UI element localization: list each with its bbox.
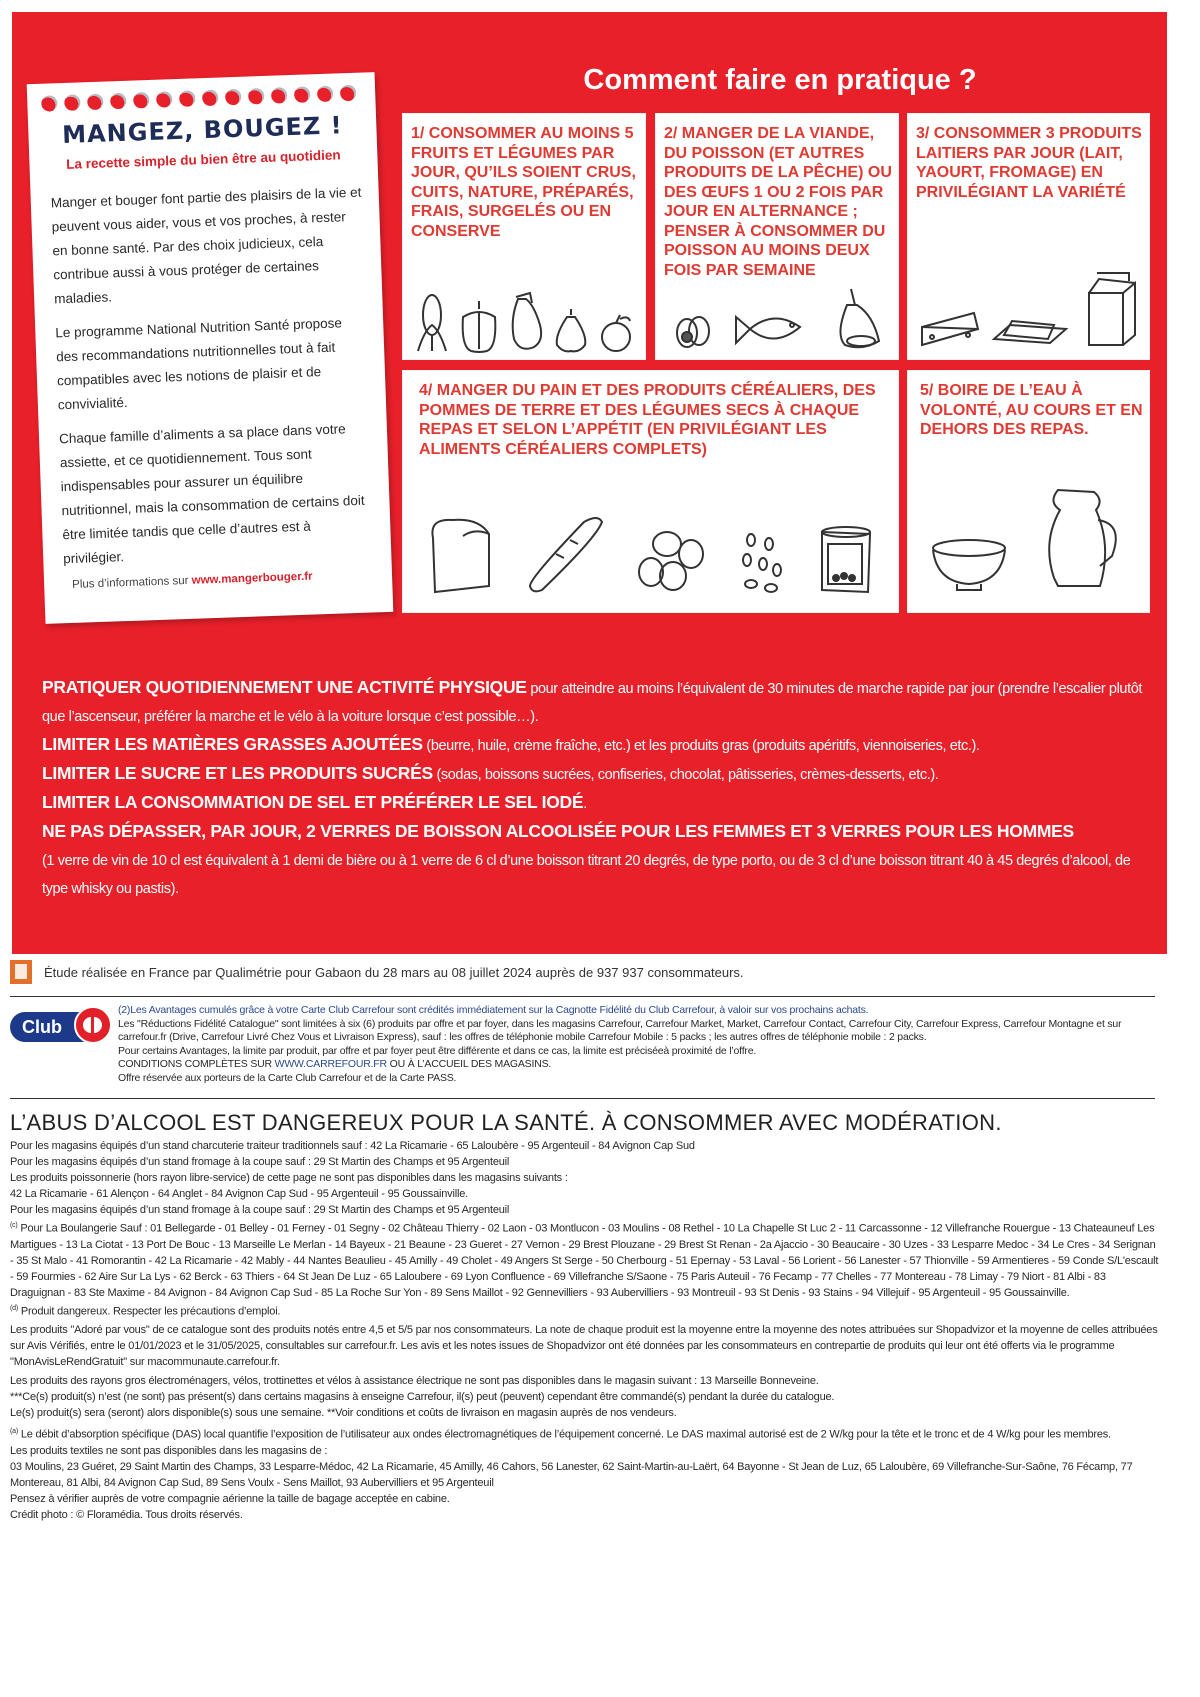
ring-icon [340,85,357,102]
ring-icon [179,90,196,107]
legal-line: 42 La Ricamarie - 61 Alençon - 64 Anglet - 84 Avignon Cap Sud - 95 Argenteuil - 95 Goussainville. [10,1188,468,1200]
carrefour-link[interactable]: WWW.CARREFOUR.FR [274,1058,387,1071]
legal-line: Pour les magasins équipés d’un stand charcuterie traiteur traditionnels sauf : 42 La Ricamarie - 65 Laloubère - 95 Argenteuil - 84 Avignon Cap Sud [10,1140,695,1152]
ring-icon [202,90,219,107]
card-body [50,181,375,582]
danger-text: Produit dangereux. Respecter les précautions d’emploi. [17,1305,281,1318]
guideline-item [42,847,1152,903]
guideline-heading: LIMITER LE SUCRE ET LES PRODUITS SUCRÉS [42,763,433,783]
tip-water [907,370,1150,613]
baguette-icon [526,514,606,594]
divider [10,996,1155,997]
ring-icon [64,94,81,111]
corn-icon [412,291,452,353]
alcohol-warning: L’ABUS D’ALCOOL EST DANGEREUX POUR LA SANTÉ. À CONSOMMER AVEC MODÉRATION. [10,1110,1002,1135]
club-line: Pour certains Avantages, la limite par produit, par offre et par foyer peut être différente et dans ce cas, la limite est préciséeà proximité de l’offre. [118,1044,757,1057]
jug-icon [1038,486,1128,592]
fish-icon [734,307,814,351]
carrefour-logo-icon [74,1006,112,1044]
guideline-item [42,789,1152,818]
ring-icon [248,88,265,105]
tip-illustrations [914,486,1143,592]
ring-icon [133,92,150,109]
eggplant-icon [506,289,546,353]
apple-icon [596,313,636,353]
club-carrefour-logo [10,1006,108,1042]
club-conditions [118,1004,1158,1086]
ring-icon [317,86,334,103]
mangerbouger-link[interactable]: www.mangerbouger.fr [191,570,313,587]
legal-line [10,1218,1160,1301]
footnote-mark: (c) [10,1222,18,1229]
tip-text: 4/ MANGER DU PAIN ET DES PRODUITS CÉRÉALIERS, DES POMMES DE TERRE ET DES LÉGUMES SECS À CHAQUE REPAS ET SELON L’APPÉTIT (EN PRIVILÉGIANT LES ALIMENTS CÉRÉALIERS COMPLETS) [419,382,876,458]
canned-peas-icon [814,522,878,594]
ring-icon [294,86,311,103]
milk-carton-icon [1079,269,1139,349]
guideline-heading: NE PAS DÉPASSER, PAR JOUR, 2 VERRES DE BOISSON ALCOOLISÉE POUR LES FEMMES ET 3 VERRES POUR LES HOMMES [42,821,1074,841]
guideline-detail: pour atteindre au moins l’équivalent de 30 minutes de marche rapide par jour (prendre l’escalier plutôt que l’ascenseur, préférer la marche et le vélo à la voiture lorsque c’est possible…). [42,681,1142,725]
ring-icon [87,94,104,111]
ring-icon [110,93,127,110]
tip-fruits-vegetables [402,113,646,360]
egg-icon [671,311,715,351]
guidelines-list [42,674,1152,903]
card-paragraph: Chaque famille d’aliments a sa place dans votre assiette, et ce quotidiennement. Tous sont indispensables pour assurer un équilibre nutritionnel, mais la consommation de certains doit être limitée tandis que celle d’autres est à privilégier. [58,421,365,567]
bread-loaf-icon [423,514,499,594]
beans-icon [737,530,787,594]
guideline-item [42,818,1152,847]
club-line: (2)Les Avantages cumulés grâce à votre Carte Club Carrefour sont crédités immédiatement sur la Cagnotte Fidélité du Club Carrefour, à valoir sur vos prochains achats. [118,1004,869,1016]
bowl-icon [929,536,1009,592]
legal-line [10,1424,1160,1443]
club-line [118,1058,1158,1072]
footnote-mark: (a) [10,1428,18,1436]
potatoes-icon [633,524,709,594]
boulangerie-text: Pour La Boulangerie Sauf : 01 Bellegarde - 01 Belley - 01 Ferney - 01 Segny - 02 Château Thierry - 02 Laon - 03 Montlucon - 03 Moulins - 08 Rethel - 10 La Chapelle St Luc 2 - 11 Carcassonne - 12 Villefranche Rouergue - 13 Chateauneuf Les Martigues - 13 La Ciotat - 13 Port De Bouc - 13 Marseille Le Merlan - 14 Bayeux - 21 Beaune - 23 Gueret - 27 Vernon - 29 Brest Plouzane - 29 Brest St Renan - 2a Ajaccio - 30 Beaucaire - 30 Uzes - 33 Lesparre Medoc - 34 Le Cres - 34 Serignan - 35 St Malo - 41 Romorantin - 42 La Ricamarie - 42 Mably - 44 Nantes Beaulieu - 45 Amilly - 49 Cholet - 49 Angers St Serge - 50 Cherbourg - 51 Epernay - 53 Laval - 56 Lorient - 56 Lanester - 57 Thionville - 59 Armentieres - 59 Conde S/L'escault - 59 Fourmies - 62 Aire Sur La Lys - 62 Berck - 63 Thiers - 64 St Jean De Luz - 65 Laloubere - 69 Lyon Confluence - 69 Villefranche S/Saone - 75 Paris Auteuil - 76 Fecamp - 77 Chelles - 77 Montereau - 78 Limay - 79 Niort - 81 Albi - 83 Draguignan - 83 Ste Maxime - 84 Avignon - 84 Avignon Cap Sud - 85 La Roche Sur Yon - 89 Sens Maillot - 92 Gennevilliers - 93 Aubervilliers - 93 Montreuil - 93 St Denis - 93 Stains - 94 Villejuif - 95 Argenteuil - 95 Goussainville. [10,1222,1159,1299]
conditions-prefix: CONDITIONS COMPLÈTES SUR [118,1058,275,1071]
guideline-heading: LIMITER LA CONSOMMATION DE SEL ET PRÉFÉRER LE SEL IODÉ [42,792,584,812]
tip-illustrations [662,285,892,351]
tip-text: 1/ CONSOMMER AU MOINS 5 FRUITS ET LÉGUMES PAR JOUR, QU’ILS SOIENT CRUS, CUITS, NATURE, PRÉPARÉS, FRAIS, SURGELÉS OU EN CONSERVE [411,125,636,240]
tip-meat-fish-eggs [655,113,899,360]
legal-line: Pour les magasins équipés d’un stand fromage à la coupe sauf : 29 St Martin des Champs et 95 Argenteuil [10,1204,510,1216]
club-line: Les "Réductions Fidélité Catalogue" sont limitées à six (6) produits par offre et par foyer, dans les magasins Carrefour, Carrefour Market, Market, Carrefour Contact, Carrefour City, Carrefour Express, Carrefour Montagne et sur carrefour.fr (Drive, Carrefour Livré Chez Vous et Livraison Express), sauf : les offres de téléphonie mobile Carrefour Mobile : 5 packs ; les autres offres de téléphonie mobile : 2 packs. [118,1017,1122,1044]
ring-icon [225,89,242,106]
guideline-detail: (sodas, boissons sucrées, confiseries, chocolat, pâtisseries, crèmes-desserts, etc.). [432,767,939,783]
legal-line [10,1301,1160,1320]
legal-line: Pensez à vérifier auprès de votre compagnie aérienne la taille de bagage acceptée en cabine. [10,1492,450,1505]
card-paragraph: Le programme National Nutrition Santé propose des recommandations nutritionnelles tout à fait compatibles avec les notions de plaisir et de convivialité. [55,315,343,413]
legal-notes [10,1138,1160,1523]
legal-line: Le(s) produit(s) sera (seront) alors disponible(s) sous une semaine. **Voir conditions et coûts de livraison en magasin auprès de nos vendeurs. [10,1407,677,1420]
guideline-item [42,674,1152,731]
tip-dairy [907,113,1150,360]
guideline-heading: LIMITER LES MATIÈRES GRASSES AJOUTÉES [42,734,423,754]
ham-icon [833,285,883,351]
survey-text: Étude réalisée en France par Qualimétrie pour Gabaon du 28 mars au 08 juillet 2024 auprès de 937 937 consommateurs. [44,964,744,980]
tip-text: 2/ MANGER DE LA VIANDE, DU POISSON (ET AUTRES PRODUITS DE LA PÊCHE) OU DES ŒUFS 1 OU 2 FOIS PAR JOUR EN ALTERNANCE ; PENSER À CONSOMMER DU POISSON AU MOINS DEUX FOIS PAR SEMAINE [664,125,892,279]
section-title: Comment faire en pratique ? [583,64,977,96]
ring-icon [271,87,288,104]
tip-illustrations [409,289,639,353]
card-paragraph: Manger et bouger font partie des plaisirs de la vie et peuvent vous aider, vous et vos proches, à rester en bonne santé. Par des choix judicieux, cela contribue aussi à vous protéger de certaines maladies. [50,184,362,307]
footnote-mark: (d) [10,1304,18,1312]
conditions-suffix: OU À L’ACCUEIL DES MAGASINS. [386,1058,552,1071]
legal-line: Les produits "Adoré par vous" de ce catalogue sont des produits notés entre 4,5 et 5/5 par nos consommateurs. La note de chaque produit est la moyenne entre la moyenne des notes attribuées sur Shopadvizor et la moyenne de celles attribuées sur Avis Vérifiés, entre le 01/01/2023 et le 31/05/2025, consultables sur carrefour.fr. Les avis et les notes issues de Shopadvizor ont été données par les consommateurs en contrepartie de produits qui leur ont été offerts via le programme "MonAvisLeRendGratuit" sur macommunaute.carrefour.fr. [10,1324,1158,1369]
tip-cereals [402,370,899,613]
legal-line: Crédit photo : © Floramédia. Tous droits réservés. [10,1508,243,1521]
clipboard-icon [10,960,32,984]
guideline-item [42,760,1152,789]
guideline-detail: (1 verre de vin de 10 cl est équivalent à 1 demi de bière ou à 1 verre de 6 cl d’une boisson titrant 20 degrés, de type porto, ou de 3 cl d’une boisson titrant 40 à 45 degrés d’alcool, de type whisky ou pastis). [42,853,1131,897]
legal-line: ***Ce(s) produit(s) n’est (ne sont) pas présent(s) dans certains magasins à enseigne Carrefour, il(s) peut (peuvent) cependant être commandé(s) pendant la durée du catalogue. [10,1391,835,1404]
pepper-icon [457,297,501,353]
tip-text: 5/ BOIRE DE L’EAU À VOLONTÉ, AU COURS ET EN DEHORS DES REPAS. [920,382,1143,438]
butter-icon [990,313,1070,349]
survey-note [10,960,744,984]
divider [10,1098,1155,1099]
legal-line: Les produits des rayons gros électroménagers, vélos, trottinettes et vélos à assistance électrique ne sont pas disponibles dans le magasin suivant : 13 Marseille Bonneveine. [10,1375,819,1388]
tip-illustrations [409,514,892,594]
club-line: Offre réservée aux porteurs de la Carte Club Carrefour et de la Carte PASS. [118,1071,457,1084]
tip-text: 3/ CONSOMMER 3 PRODUITS LAITIERS PAR JOUR (LAIT, YAOURT, FROMAGE) EN PRIVILÉGIANT LA VARIÉTÉ [916,125,1142,201]
card-title: MANGEZ, BOUGEZ ! [61,111,344,150]
guideline-detail: (beurre, huile, crème fraîche, etc.) et les produits gras (produits apéritifs, viennoiseries, etc.). [422,738,980,754]
more-info-label: Plus d’informations sur [71,574,192,591]
guideline-heading: PRATIQUER QUOTIDIENNEMENT UNE ACTIVITÉ PHYSIQUE [42,677,527,697]
legal-line: 03 Moulins, 23 Guéret, 29 Saint Martin des Champs, 33 Lesparre-Médoc, 42 La Ricamarie, 45 Amilly, 46 Cahors, 56 Lanester, 62 Saint-Martin-au-Laërt, 64 Bayonne - St Jean de Luz, 65 Laloubère, 69 Villefranche-Sur-Saône, 76 Fécamp, 77 Montereau, 81 Albi, 84 Avignon Cap Sud, 89 Sens Voulx - Sens Maillot, 93 Aubervilliers et 95 Argenteuil [10,1460,1133,1489]
club-badge: Club [10,1012,102,1042]
guideline-detail: . [583,796,587,812]
legal-line: Les produits poissonnerie (hors rayon libre-service) de cette page ne sont pas disponibles dans les magasins suivants : [10,1172,568,1184]
tip-illustrations [914,269,1143,349]
mangez-bougez-card [27,72,394,624]
pear-icon [551,305,591,353]
ring-icon [41,95,58,112]
ring-icon [156,91,173,108]
spiral-binding [41,84,367,111]
card-subtitle: La recette simple du bien être au quotidien [65,147,341,172]
guideline-item [42,731,1152,760]
legal-line: Pour les magasins équipés d’un stand fromage à la coupe sauf : 29 St Martin des Champs et 95 Argenteuil [10,1156,510,1168]
cheese-icon [918,309,982,349]
legal-line: Les produits textiles ne sont pas disponibles dans les magasins de : [10,1444,328,1457]
das-text: Le débit d’absorption spécifique (DAS) local quantifie l’exposition de l’utilisateur aux ondes électromagnétiques de l’équipement concerné. Le DAS maximal autorisé est de 2 W/kg pour la tête et le tronc et de 4 W/kg pour les membres. [17,1428,1111,1441]
